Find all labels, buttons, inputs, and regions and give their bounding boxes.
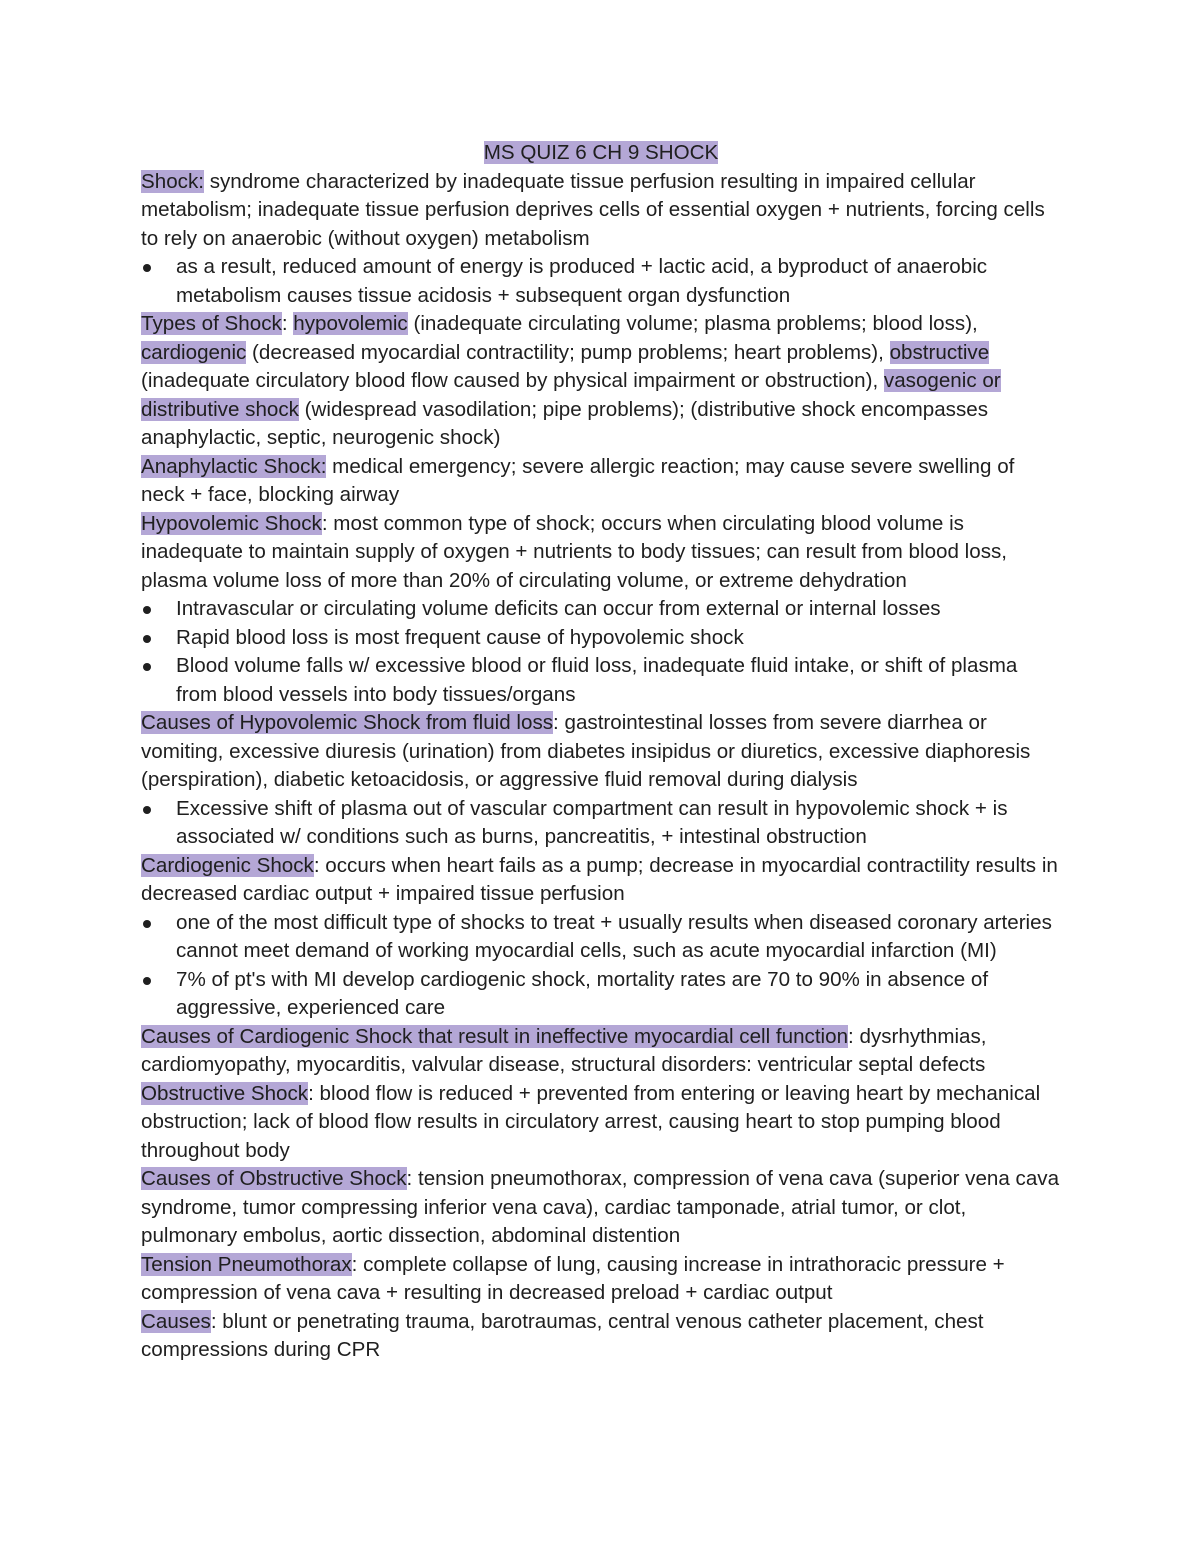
obstructive-shock	[141, 1080, 1061, 1166]
list-item	[141, 652, 1061, 709]
list-item-text: 7% of pt's with MI develop cardiogenic shock, mortality rates are 70 to 90% in absence of aggressive, experienced care	[176, 967, 989, 1019]
term-cardiogenic: cardiogenic	[141, 340, 247, 364]
shock-bullet-list	[141, 253, 1061, 310]
list-item	[141, 795, 1061, 852]
cardiogenic-causes	[141, 1023, 1061, 1080]
document-title: MS QUIZ 6 CH 9 SHOCK	[483, 141, 719, 164]
list-item-text: Rapid blood loss is most frequent cause of hypovolemic shock	[176, 625, 744, 649]
shock-text: syndrome characterized by inadequate tissue perfusion resulting in impaired cellular metabolism; inadequate tissue perfusion deprives cells of essential oxygen + nutrients, forcing cells to rely on anaerobic (without oxygen) metabolism	[141, 169, 1045, 250]
term-vasogenic: vasogenic or distributive shock	[141, 369, 1001, 421]
vasogenic-text: (widespread vasodilation; pipe problems); (distributive shock encompasses anaphylactic, septic, neurogenic shock)	[141, 397, 989, 449]
obstructive-causes	[141, 1165, 1061, 1251]
list-item-text: Excessive shift of plasma out of vascular compartment can result in hypovolemic shock + is associated w/ conditions such as burns, pancreatitis, + intestinal obstruction	[176, 796, 1008, 848]
list-item	[141, 253, 1061, 310]
term-hypovolemic-causes: Causes of Hypovolemic Shock from fluid loss	[141, 711, 554, 734]
term-cardiogenic-causes: Causes of Cardiogenic Shock that result in ineffective myocardial cell function	[141, 1024, 849, 1048]
anaphylactic-text: medical emergency; severe allergic reaction; may cause severe swelling of neck + face, blocking airway	[141, 454, 1015, 506]
term-hypovolemic: hypovolemic	[293, 312, 408, 335]
bullet-icon	[143, 264, 151, 272]
term-obstructive-causes: Causes of Obstructive Shock	[141, 1167, 407, 1190]
document-body	[141, 139, 1061, 1365]
bullet-icon	[143, 635, 151, 643]
list-item	[141, 909, 1061, 966]
term-obstructive: obstructive	[889, 340, 990, 364]
term-tension-pneumothorax: Tension Pneumothorax	[141, 1252, 352, 1276]
shock-definition	[141, 168, 1061, 254]
list-item-text: Intravascular or circulating volume deficits can occur from external or internal losses	[176, 597, 941, 620]
hypovolemic-causes-bullet-list	[141, 795, 1061, 852]
hypovolemic-shock	[141, 510, 1061, 596]
causes-text: : blunt or penetrating trauma, barotraumas, central venous catheter placement, chest compressions during CPR	[141, 1309, 984, 1361]
bullet-icon	[143, 606, 151, 614]
cardiogenic-shock	[141, 852, 1061, 909]
term-anaphylactic-shock: Anaphylactic Shock:	[141, 454, 327, 478]
causes	[141, 1308, 1061, 1365]
anaphylactic-shock	[141, 453, 1061, 510]
types-of-shock	[141, 310, 1061, 453]
obstructive-shock-text: : blood flow is reduced + prevented from entering or leaving heart by mechanical obstruction; lack of blood flow results in circulatory arrest, causing heart to stop pumping blood throughout body	[141, 1081, 1041, 1162]
tension-pneumothorax-text: : complete collapse of lung, causing increase in intrathoracic pressure + compression of vena cava + resulting in decreased preload + cardiac output	[141, 1252, 1005, 1304]
hypovolemic-bullet-list	[141, 595, 1061, 709]
term-shock: Shock:	[141, 169, 204, 193]
list-item-text: Blood volume falls w/ excessive blood or fluid loss, inadequate fluid intake, or shift of plasma from blood vessels into body tissues/organs	[176, 654, 1018, 706]
obstructive-causes-text: : tension pneumothorax, compression of vena cava (superior vena cava syndrome, tumor compressing inferior vena cava), cardiac tamponade, atrial tumor, or clot, pulmonary embolus, aortic dissection, abdominal distention	[141, 1167, 1060, 1247]
colon: :	[281, 312, 294, 335]
obstructive-text: (inadequate circulatory blood flow caused by physical impairment or obstruction),	[141, 369, 884, 392]
hypovolemic-text: (inadequate circulating volume; plasma problems; blood loss),	[407, 312, 978, 335]
bullet-icon	[143, 663, 151, 671]
bullet-icon	[143, 977, 151, 985]
list-item	[141, 595, 1061, 624]
cardiogenic-causes-text: : dysrhythmias, cardiomyopathy, myocarditis, valvular disease, structural disorders: ventricular septal defects	[141, 1024, 987, 1076]
term-cardiogenic-shock: Cardiogenic Shock	[141, 853, 314, 877]
list-item-text: as a result, reduced amount of energy is produced + lactic acid, a byproduct of anaerobic metabolism causes tissue acidosis + subsequent organ dysfunction	[176, 255, 988, 307]
cardiogenic-text: (decreased myocardial contractility; pump problems; heart problems),	[246, 340, 890, 364]
document-title-line	[141, 139, 1061, 168]
bullet-icon	[143, 806, 151, 814]
list-item	[141, 966, 1061, 1023]
hypovolemic-causes-text: : gastrointestinal losses from severe diarrhea or vomiting, excessive diuresis (urination) from diabetes insipidus or diuretics, excessive diaphoresis (perspiration), diabetic ketoacidosis, or aggressive fluid removal during dialysis	[141, 711, 1031, 791]
cardiogenic-shock-text: : occurs when heart fails as a pump; decrease in myocardial contractility results in decreased cardiac output + impaired tissue perfusion	[141, 853, 1058, 905]
cardiogenic-bullet-list	[141, 909, 1061, 1023]
tension-pneumothorax	[141, 1251, 1061, 1308]
hypovolemic-shock-text: : most common type of shock; occurs when circulating blood volume is inadequate to maintain supply of oxygen + nutrients to body tissues; can result from blood loss, plasma volume loss of more than 20% of circulating volume, or extreme dehydration	[141, 511, 1008, 592]
term-causes: Causes	[141, 1309, 211, 1333]
list-item	[141, 624, 1061, 653]
hypovolemic-causes	[141, 709, 1061, 795]
term-hypovolemic-shock: Hypovolemic Shock	[141, 511, 322, 535]
bullet-icon	[143, 920, 151, 928]
term-types-of-shock: Types of Shock	[141, 312, 282, 335]
term-obstructive-shock: Obstructive Shock	[141, 1081, 309, 1105]
list-item-text: one of the most difficult type of shocks to treat + usually results when diseased coronary arteries cannot meet demand of working myocardial cells, such as acute myocardial infarction (MI)	[176, 910, 1052, 962]
